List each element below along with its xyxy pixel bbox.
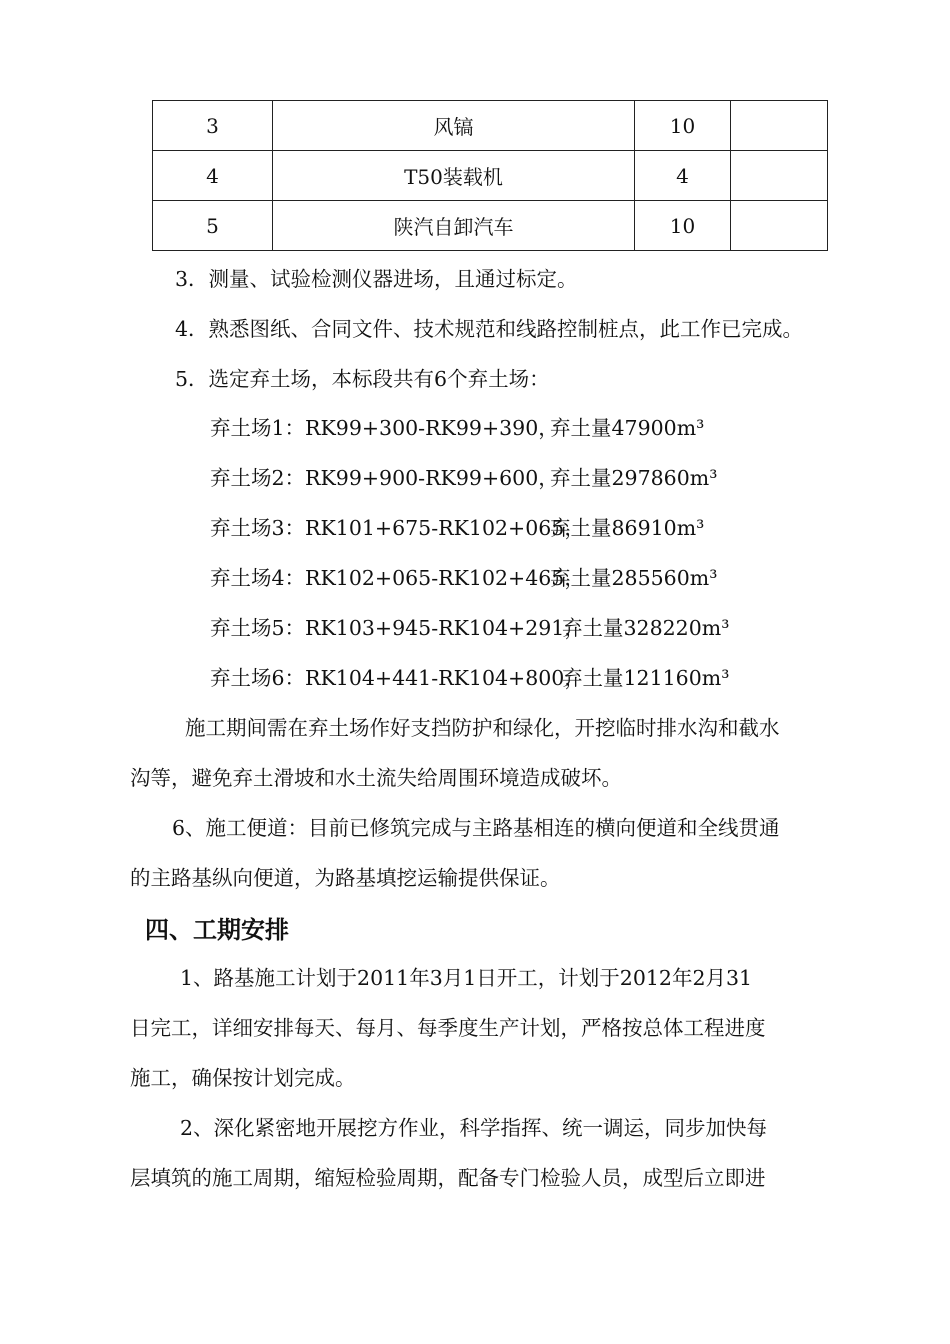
spoil-site-amount: 弃土量121160m³	[562, 666, 730, 690]
spoil-site-amount: 弃土量47900m³	[550, 416, 705, 440]
table-row	[153, 101, 828, 151]
spoil-site-2	[210, 463, 718, 493]
spoil-site-range: 弃土场5：RK103+945-RK104+291，	[210, 616, 585, 640]
spoil-site-3	[210, 513, 705, 543]
item-6-line-1: 6、施工便道：目前已修筑完成与主路基相连的横向便道和全线贯通	[172, 816, 780, 840]
spoil-site-range: 弃土场6：RK104+441-RK104+800，	[210, 666, 585, 690]
spoil-site-5	[210, 613, 730, 643]
schedule-p2-line-1: 2、深化紧密地开展挖方作业，科学指挥、统一调运，同步加快每	[180, 1116, 768, 1140]
equipment-note	[731, 101, 828, 151]
spoil-site-amount: 弃土量297860m³	[550, 466, 718, 490]
spoil-site-amount: 弃土量86910m³	[550, 516, 705, 540]
protection-paragraph-line-2: 沟等，避免弃土滑坡和水土流失给周围环境造成破坏。	[130, 766, 622, 790]
schedule-p1-line-1: 1、路基施工计划于2011年3月1日开工，计划于2012年2月31	[180, 966, 753, 990]
equipment-quantity: 4	[635, 151, 731, 201]
equipment-name: 风镐	[273, 101, 635, 151]
schedule-p1-line-3: 施工，确保按计划完成。	[130, 1066, 356, 1090]
spoil-site-range: 弃土场4：RK102+065-RK102+465，	[210, 566, 585, 590]
item-6-line-2: 的主路基纵向便道，为路基填挖运输提供保证。	[130, 866, 561, 890]
spoil-site-amount: 弃土量328220m³	[562, 616, 730, 640]
equipment-table	[152, 100, 828, 251]
spoil-site-range: 弃土场3：RK101+675-RK102+065，	[210, 516, 585, 540]
spoil-site-range: 弃土场2：RK99+900-RK99+600，	[210, 466, 559, 490]
item-5-text: 5．选定弃土场，本标段共有6个弃土场：	[175, 367, 550, 391]
spoil-site-amount: 弃土量285560m³	[550, 566, 718, 590]
row-number: 3	[153, 101, 273, 151]
section-heading: 四、工期安排	[145, 916, 289, 944]
item-4-text: 4．熟悉图纸、合同文件、技术规范和线路控制桩点，此工作已完成。	[175, 317, 804, 341]
table-row	[153, 201, 828, 251]
equipment-quantity: 10	[635, 201, 731, 251]
equipment-note	[731, 201, 828, 251]
equipment-name: 陕汽自卸汽车	[273, 201, 635, 251]
equipment-name: T50装载机	[273, 151, 635, 201]
spoil-site-6	[210, 663, 730, 693]
row-number: 5	[153, 201, 273, 251]
equipment-note	[731, 151, 828, 201]
row-number: 4	[153, 151, 273, 201]
item-3-text: 3．测量、试验检测仪器进场，且通过标定。	[175, 267, 578, 291]
spoil-site-4	[210, 563, 718, 593]
schedule-p2-line-2: 层填筑的施工周期，缩短检验周期，配备专门检验人员，成型后立即进	[130, 1166, 766, 1190]
equipment-quantity: 10	[635, 101, 731, 151]
spoil-site-1	[210, 413, 705, 443]
protection-paragraph-line-1: 施工期间需在弃土场作好支挡防护和绿化，开挖临时排水沟和截水	[185, 716, 780, 740]
schedule-p1-line-2: 日完工，详细安排每天、每月、每季度生产计划，严格按总体工程进度	[130, 1016, 766, 1040]
spoil-site-range: 弃土场1：RK99+300-RK99+390，	[210, 416, 559, 440]
table-row	[153, 151, 828, 201]
